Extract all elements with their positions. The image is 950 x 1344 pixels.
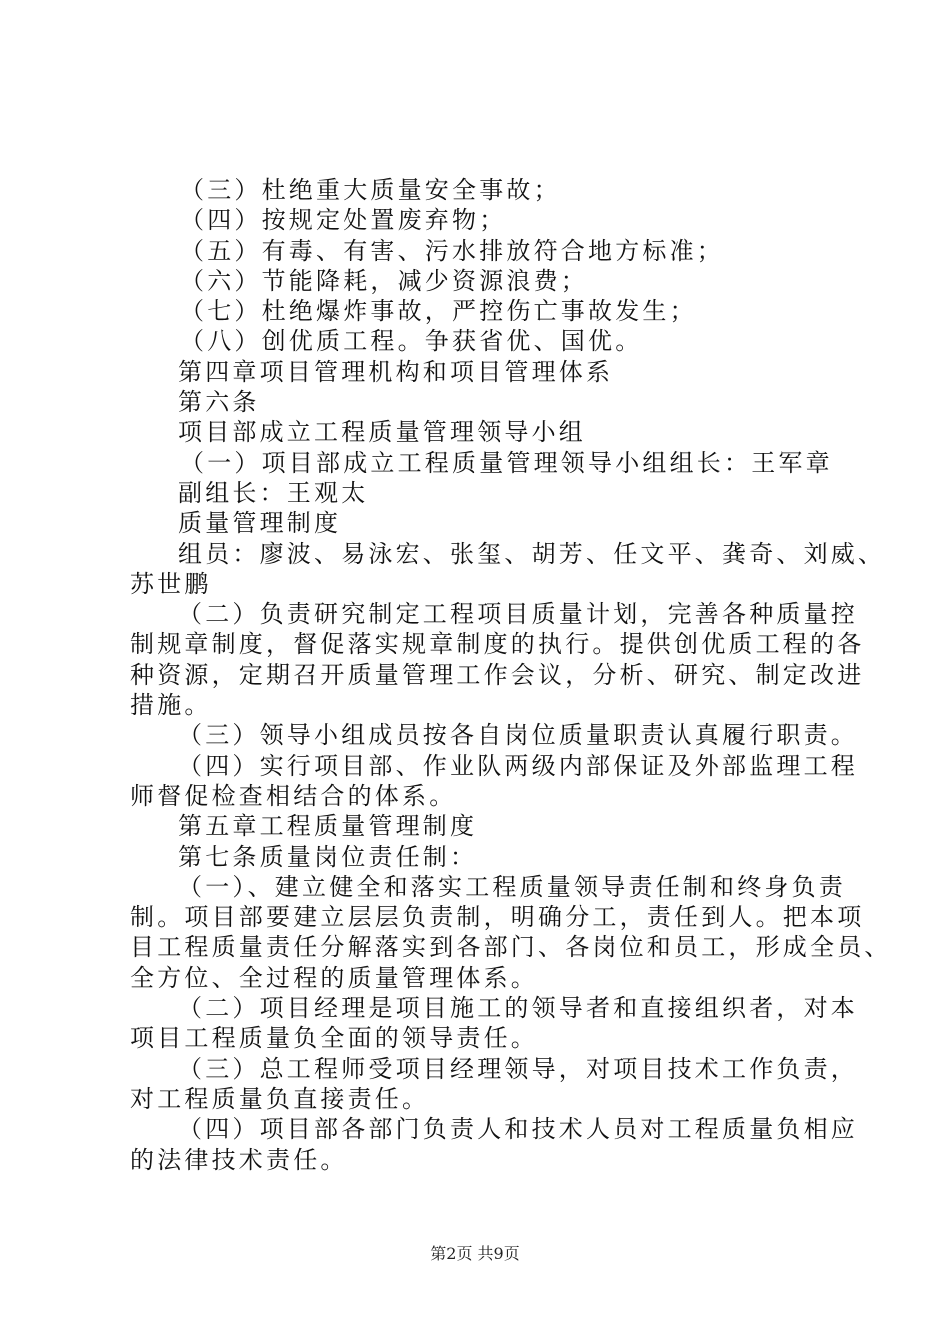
text-line: 种资源，定期召开质量管理工作会议，分析、研究、制定改进 (130, 660, 865, 689)
text-line: 对工程质量负直接责任。 (130, 1084, 430, 1113)
text-line: 措施。 (130, 691, 212, 720)
text-line: （二）负责研究制定工程项目质量计划，完善各种质量控 (178, 600, 858, 629)
text-line: （二）项目经理是项目施工的领导者和直接组织者，对本 (178, 994, 858, 1023)
text-line: （一）、建立健全和落实工程质量领导责任制和终身负责 (178, 872, 846, 901)
text-line: 目工程质量责任分解落实到各部门、各岗位和员工，形成全员、 (130, 933, 892, 962)
chapter-heading: 第四章项目管理机构和项目管理体系 (178, 357, 614, 386)
text-line: （三）杜绝重大质量安全事故； (180, 176, 561, 204)
text-line: （七）杜绝爆炸事故，严控伤亡事故发生； (180, 297, 697, 326)
text-line: 副组长：王观太 (178, 478, 369, 507)
text-line: 的法律技术责任。 (130, 1145, 348, 1174)
document-body (130, 175, 892, 1175)
text-line: 师督促检查相结合的体系。 (130, 781, 457, 810)
text-line: 制。项目部要建立层层负责制，明确分工，责任到人。把本项 (130, 903, 865, 932)
text-line: （三）总工程师受项目经理领导，对项目技术工作负责， (178, 1054, 858, 1083)
article-heading: 第六条 (178, 388, 260, 417)
text-line: （四）实行项目部、作业队两级内部保证及外部监理工程 (178, 751, 858, 780)
text-line: 组员：廖波、易泳宏、张玺、胡芳、任文平、龚奇、刘威、 (178, 539, 886, 568)
chapter-heading: 第五章工程质量管理制度 (178, 812, 478, 841)
text-line: （五）有毒、有害、污水排放符合地方标准； (180, 236, 724, 265)
text-line: （四）项目部各部门负责人和技术人员对工程质量负相应 (178, 1115, 858, 1144)
text-line: （一）项目部成立工程质量管理领导小组组长：王军章 (180, 448, 833, 477)
article-heading: 第七条质量岗位责任制： (178, 842, 478, 871)
text-line: 制规章制度，督促落实规章制度的执行。提供创优质工程的各 (130, 630, 865, 659)
text-line: 苏世鹏 (130, 569, 212, 598)
text-line: （四）按规定处置废弃物； (180, 206, 507, 235)
page-number-footer: 第2页 共9页 (430, 1244, 520, 1263)
text-line: 项目部成立工程质量管理领导小组 (178, 418, 586, 447)
text-line: （八）创优质工程。争获省优、国优。 (180, 327, 643, 356)
text-line: （六）节能降耗，减少资源浪费； (180, 266, 588, 295)
text-line: （三）领导小组成员按各自岗位质量职责认真履行职责。 (178, 721, 858, 750)
text-line: 项目工程质量负全面的领导责任。 (130, 1024, 538, 1053)
text-line: 全方位、全过程的质量管理体系。 (130, 963, 538, 992)
text-line: 质量管理制度 (178, 509, 342, 538)
